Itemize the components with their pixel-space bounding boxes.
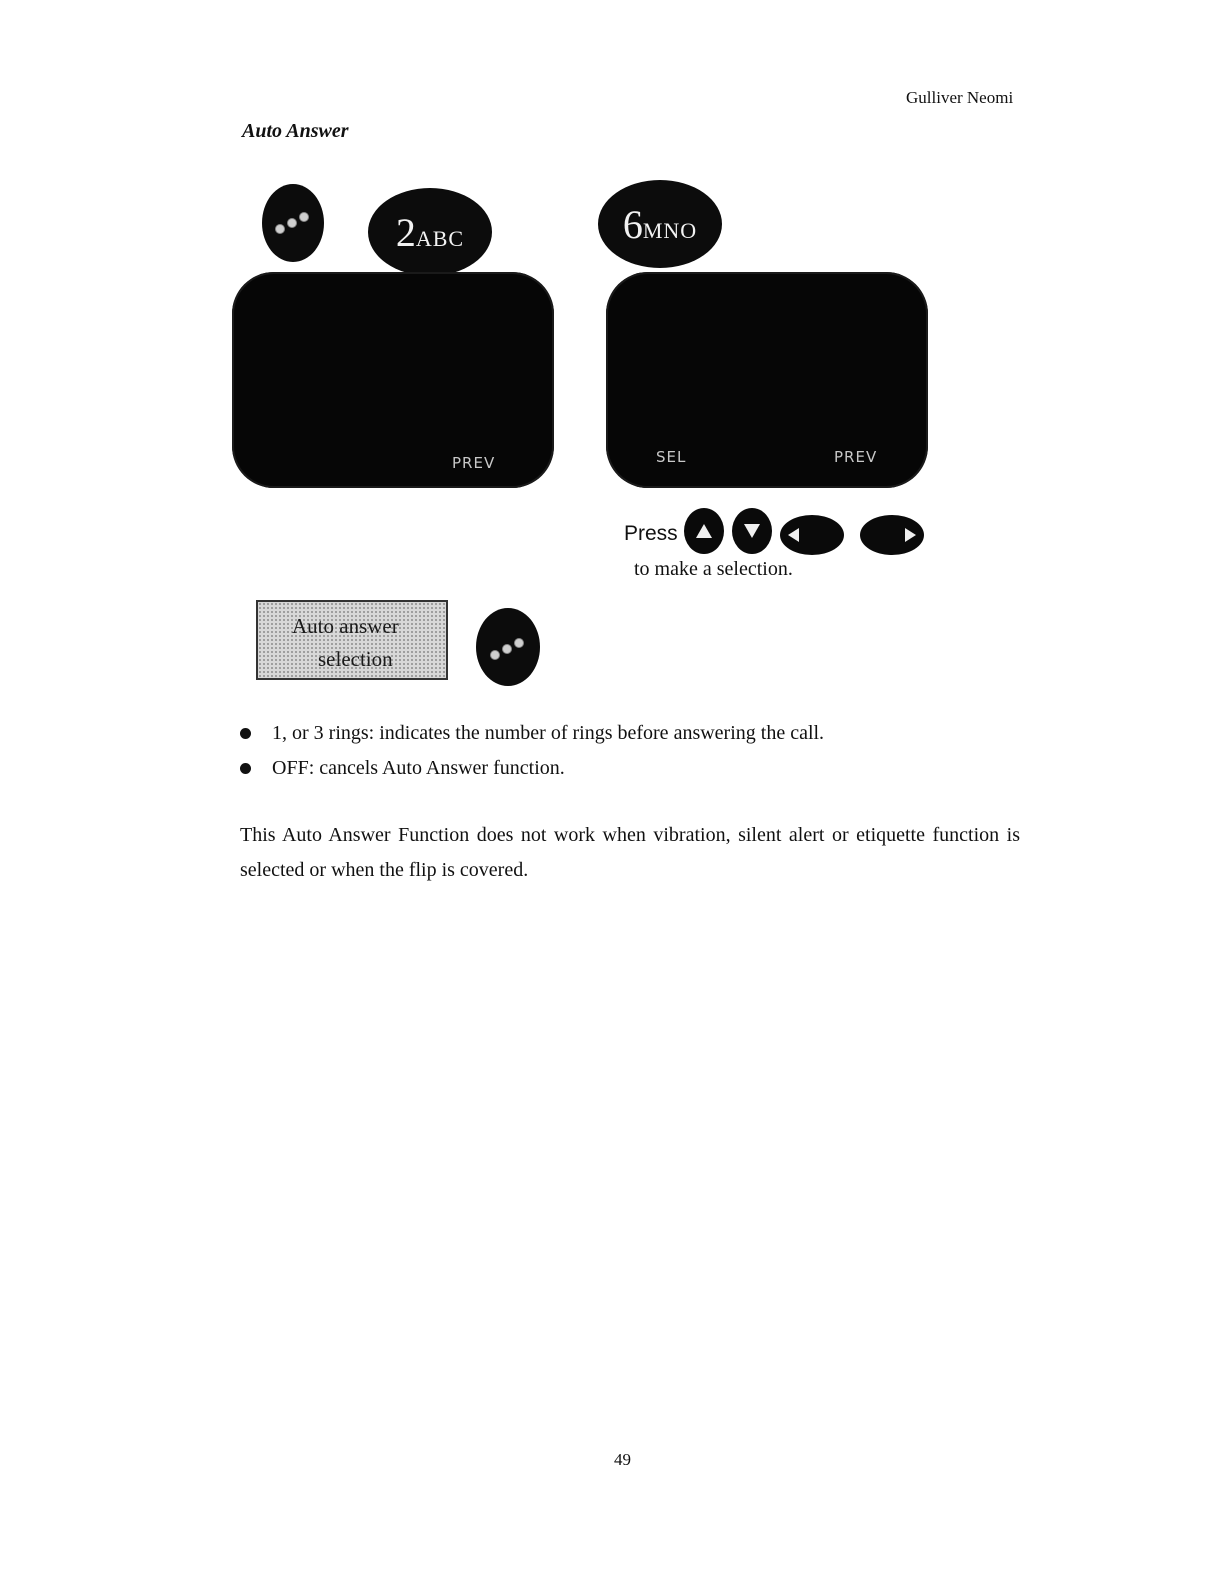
softkey-prev-right: PREV	[834, 448, 878, 466]
lcd-line-2: selection	[318, 647, 393, 671]
selection-instruction: to make a selection.	[634, 558, 793, 580]
menu-key-confirm-button[interactable]	[476, 608, 540, 686]
options-list	[240, 720, 824, 790]
section-title: Auto Answer	[242, 120, 349, 142]
key-2-button[interactable]	[368, 188, 492, 276]
right-arrow-icon[interactable]	[860, 515, 924, 555]
running-header: Gulliver Neomi	[906, 88, 1014, 107]
menu-key-button[interactable]	[262, 184, 324, 262]
list-item: 1, or 3 rings: indicates the number of rings before answering the call.	[240, 720, 824, 755]
key-6-button[interactable]	[598, 180, 722, 268]
key-2-letters: ABC	[415, 226, 465, 251]
lcd-line-1: Auto answer	[292, 614, 399, 638]
press-label: Press	[624, 522, 678, 545]
down-arrow-icon[interactable]	[732, 508, 772, 554]
softkey-prev-left: PREV	[452, 454, 496, 472]
up-arrow-icon[interactable]	[684, 508, 724, 554]
menu-dots-icon	[271, 208, 315, 238]
key-6-letters: MNO	[642, 218, 698, 243]
left-arrow-icon[interactable]	[780, 515, 844, 555]
page-number: 49	[614, 1450, 631, 1469]
key-2-digit: 2	[395, 209, 416, 255]
note-paragraph: This Auto Answer Function does not work when vibration, silent alert or etiquette function is selected or when the flip is covered.	[240, 824, 1020, 881]
menu-dots-icon	[486, 632, 530, 662]
softkey-sel: SEL	[656, 448, 687, 466]
auto-answer-lcd	[256, 600, 448, 680]
list-item: OFF: cancels Auto Answer function.	[240, 755, 824, 790]
phone-screen-left	[232, 272, 554, 488]
key-6-digit: 6	[622, 201, 643, 247]
phone-screen-right	[606, 272, 928, 488]
